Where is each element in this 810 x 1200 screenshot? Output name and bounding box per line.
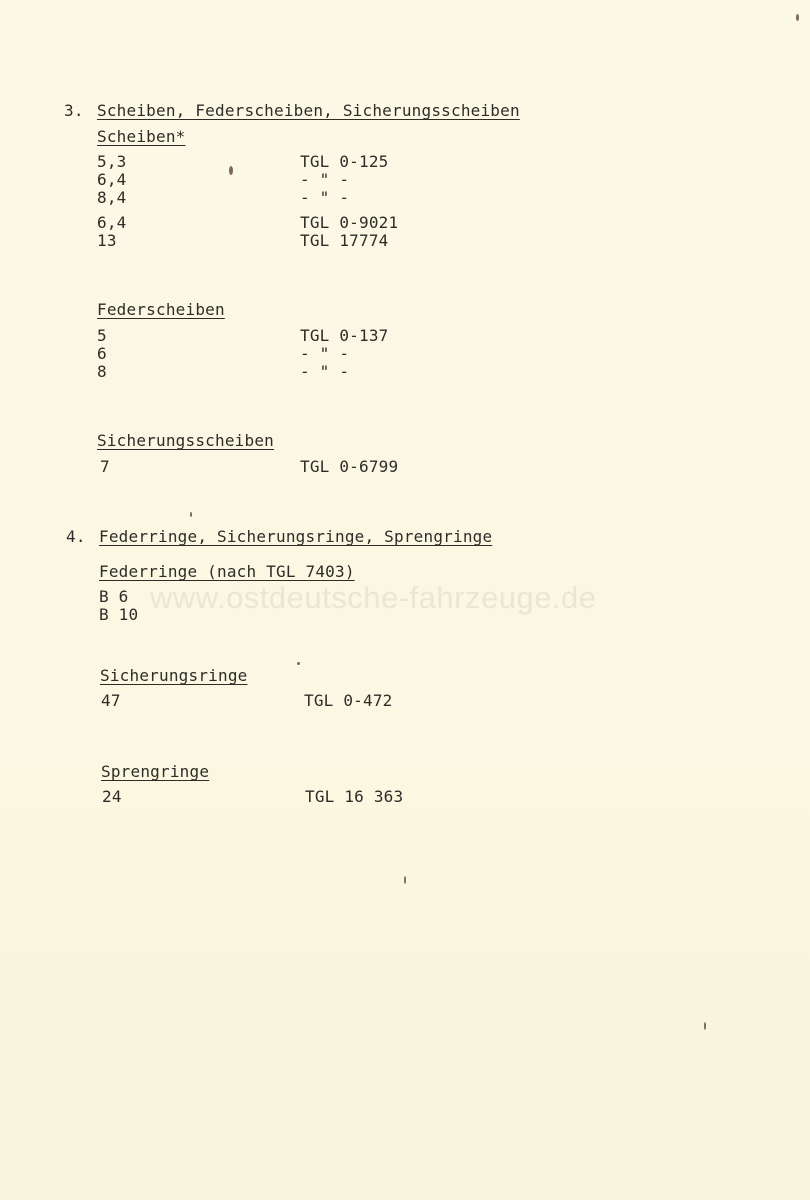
scheiben-norm: TGL 0-125 [300,152,389,171]
paper-speck [704,1022,706,1030]
paper-speck [796,14,799,21]
federscheiben-size: 5 [97,326,107,345]
section-4-number: 4. [66,527,86,546]
federscheiben-norm: TGL 0-137 [300,326,389,345]
section-4-title: Federringe, Sicherungsringe, Sprengringe [99,527,493,546]
scheiben-norm: - " - [300,188,350,207]
section-3-number: 3. [64,101,84,120]
scheiben-norm: TGL 0-9021 [300,213,399,232]
federringe-size: B 6 [99,587,129,606]
scheiben-norm: - " - [300,170,350,189]
scheiben-size: 8,4 [97,188,127,207]
scheiben-size: 6,4 [97,170,127,189]
scheiben-size: 13 [97,231,117,250]
section-3-title: Scheiben, Federscheiben, Sicherungsscheiben [97,101,520,120]
sicherungsscheiben-heading: Sicherungsscheiben [97,431,274,450]
scheiben-heading: Scheiben* [97,127,186,146]
scheiben-size: 5,3 [97,152,127,171]
federscheiben-size: 8 [97,362,107,381]
paper-speck [229,166,233,175]
federscheiben-heading: Federscheiben [97,300,225,319]
federscheiben-norm: - " - [300,344,350,363]
sicherungsringe-norm: TGL 0-472 [304,691,393,710]
sicherungsscheiben-norm: TGL 0-6799 [300,457,399,476]
sprengringe-norm: TGL 16 363 [305,787,404,806]
sicherungsringe-size: 47 [101,691,121,710]
sprengringe-size: 24 [102,787,122,806]
sprengringe-heading: Sprengringe [101,762,210,781]
paper-speck [190,512,192,517]
sicherungsringe-heading: Sicherungsringe [100,666,248,685]
federringe-heading: Federringe (nach TGL 7403) [99,562,355,581]
federscheiben-size: 6 [97,344,107,363]
federscheiben-norm: - " - [300,362,350,381]
scheiben-size: 6,4 [97,213,127,232]
watermark: www.ostdeutsche-fahrzeuge.de [150,580,597,615]
sicherungsscheiben-size: 7 [100,457,110,476]
federringe-size: B 10 [99,605,139,624]
scheiben-norm: TGL 17774 [300,231,389,250]
paper-speck [404,876,406,884]
paper-speck [297,662,300,665]
